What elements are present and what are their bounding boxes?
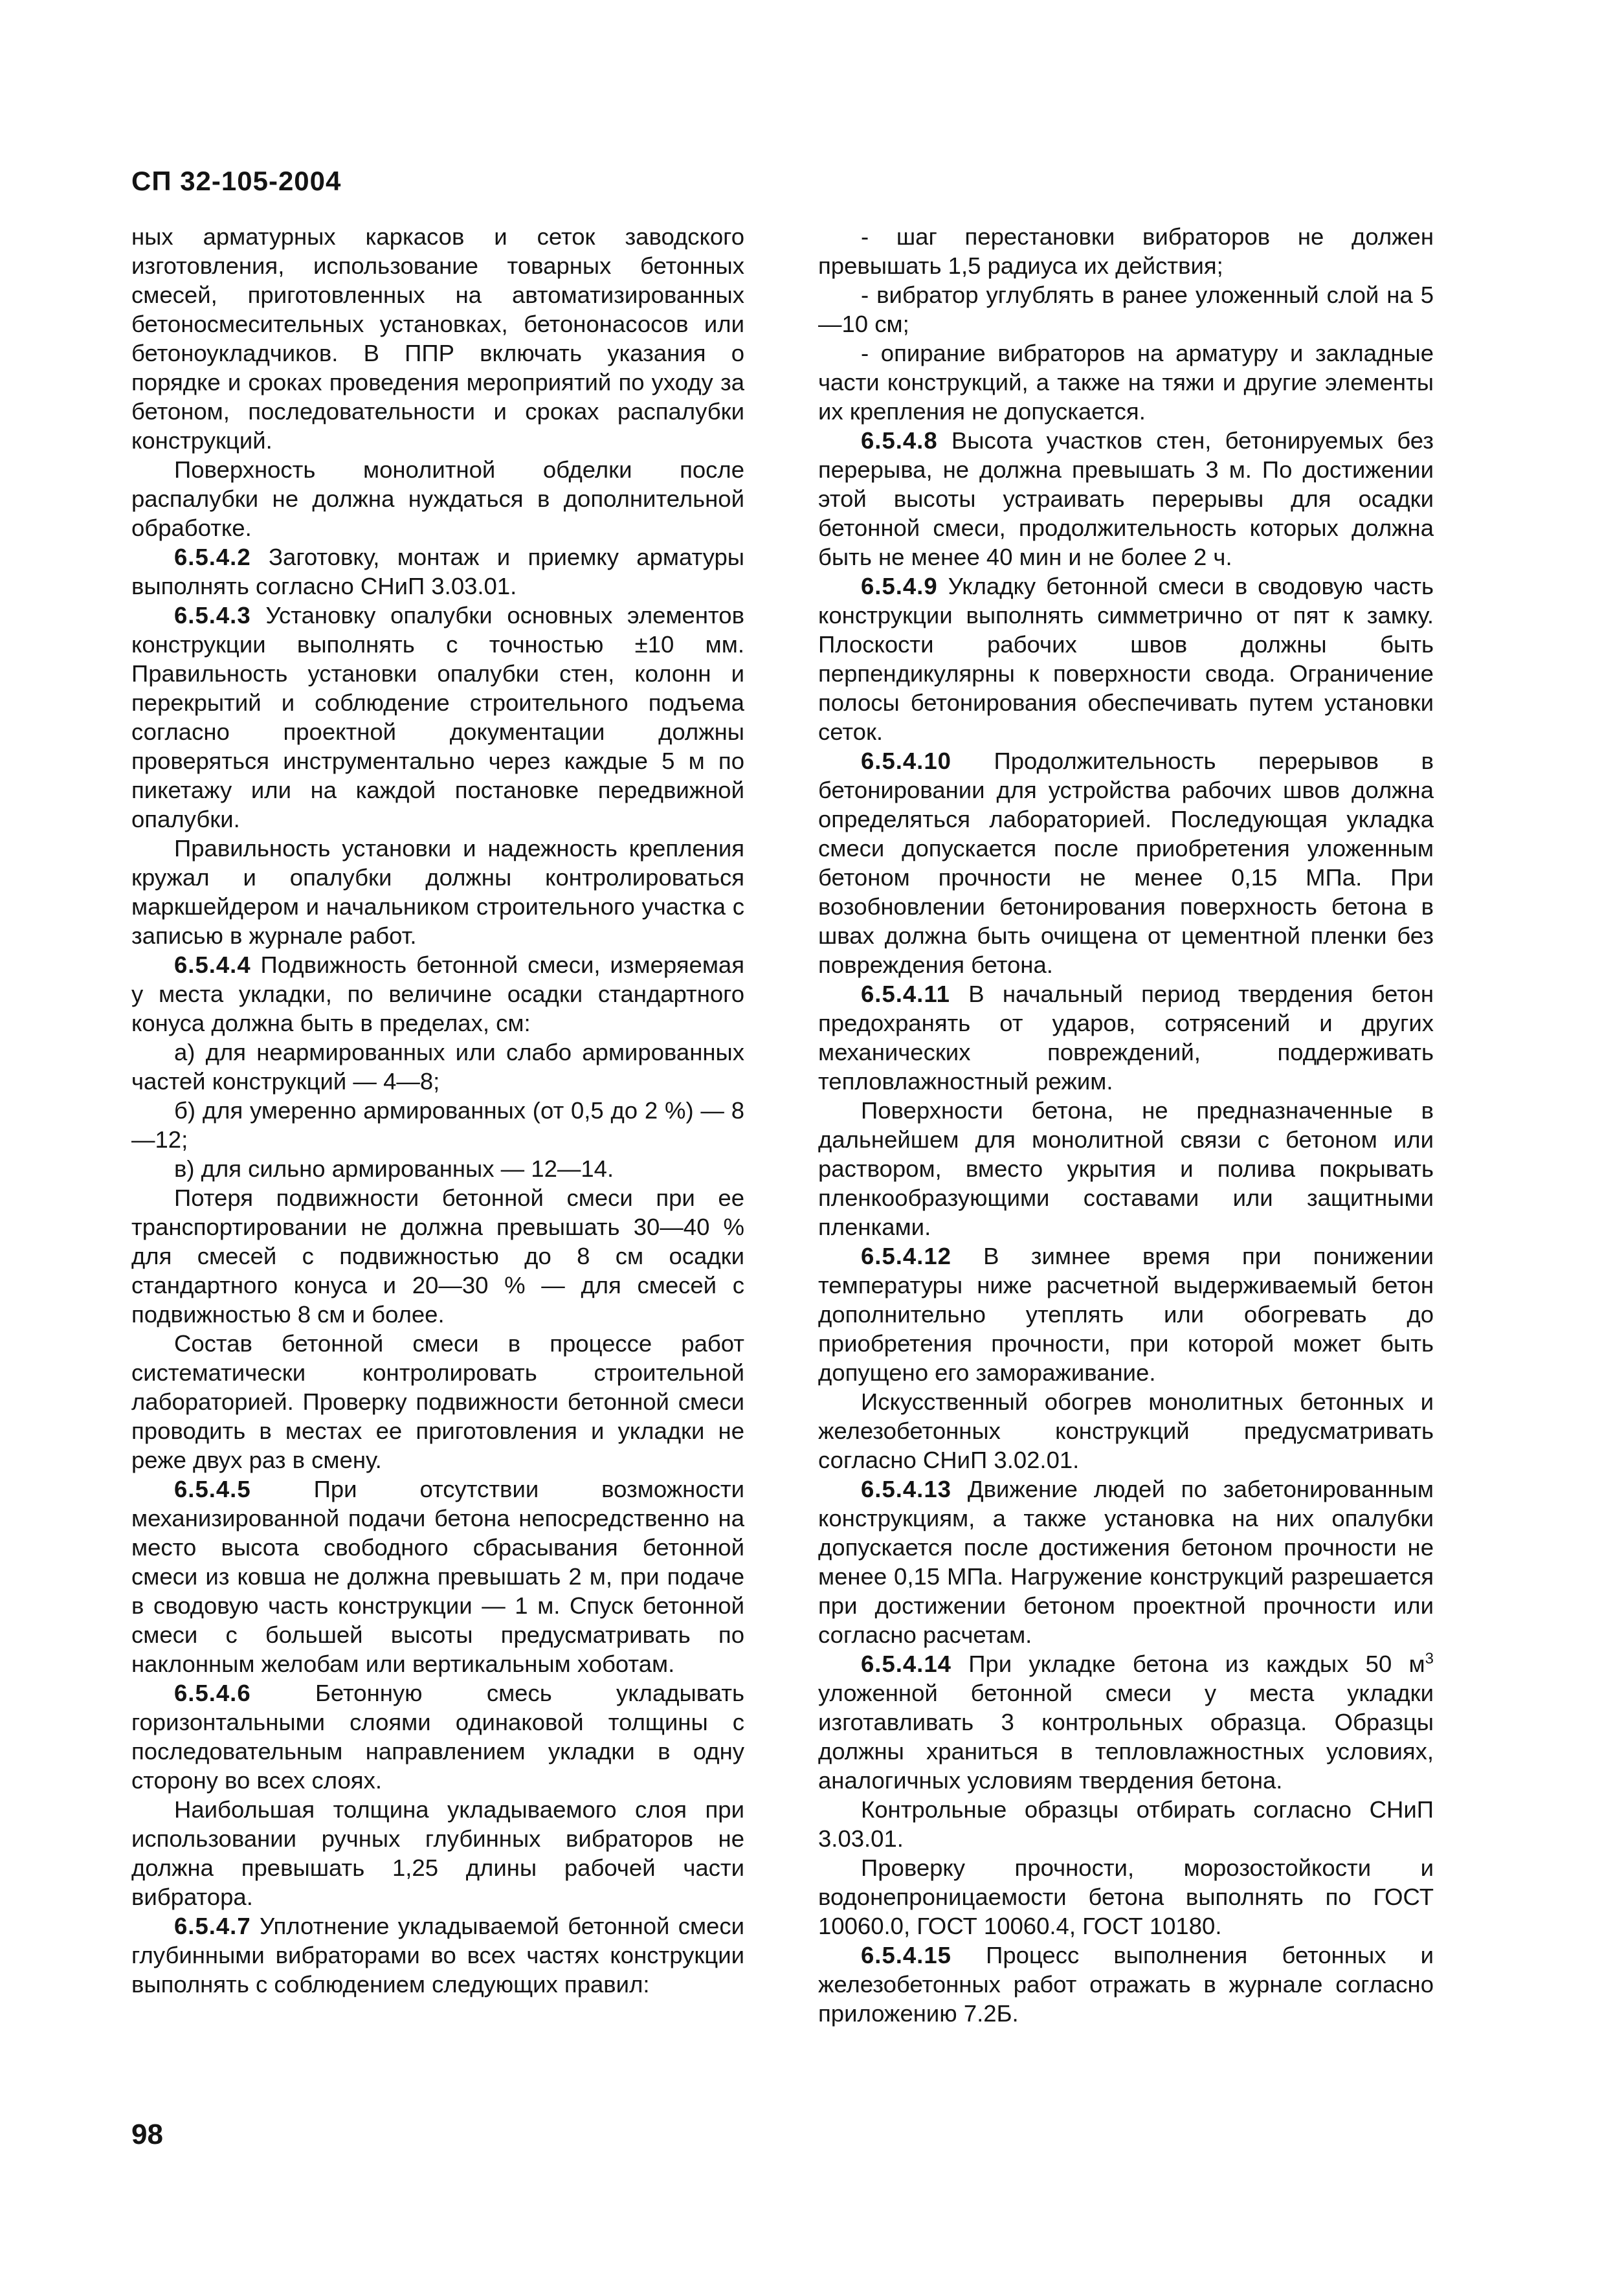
clause-paragraph [818, 1649, 1434, 1795]
paragraph-text: в) для сильно армированных — 12—14. [174, 1155, 614, 1182]
paragraph-text: При укладке бетона из каждых 50 м [968, 1651, 1425, 1677]
paragraph-text: В начальный период твердения бетон предохранять от ударов, сотрясений и других механических повреждений, поддерживать тепловлажностный режим. [818, 981, 1434, 1095]
clause-number: 6.5.4.5 [174, 1476, 251, 1502]
clause-number: 6.5.4.2 [174, 544, 251, 570]
paragraph-text: а) для неармированных или слабо армированных частей конструкций — 4—8; [131, 1039, 744, 1095]
paragraph-text: Продолжительность перерывов в бетонировании для устройства рабочих швов должна определяться лабораторией. Последующая укладка смеси допускается после приобретения уложенным бетоном прочности не менее 0,15 МПа. При возобновлении бетонирования поверхность бетона в швах должна быть очищена от цементной пленки без повреждения бетона. [818, 748, 1434, 978]
paragraph [818, 1853, 1434, 1941]
paragraph [131, 222, 744, 455]
paragraph-text-continued: уложенной бетонной смеси у места укладки изготавливать 3 контрольных образца. Образцы должны храниться в тепловлажностных условиях, аналогичных условиям твердения бетона. [818, 1680, 1434, 1794]
clause-paragraph [131, 1911, 744, 1999]
paragraph-text: Бетонную смесь укладывать горизонтальными слоями одинаковой толщины с последовательным направлением укладки в одну сторону во всех слоях. [131, 1680, 744, 1794]
clause-number: 6.5.4.6 [174, 1680, 251, 1706]
clause-paragraph [131, 601, 744, 834]
clause-number: 6.5.4.13 [861, 1476, 951, 1502]
clause-paragraph [818, 1242, 1434, 1387]
clause-paragraph [818, 746, 1434, 979]
clause-paragraph [818, 426, 1434, 572]
clause-number: 6.5.4.8 [861, 427, 938, 454]
paragraph [818, 1387, 1434, 1475]
clause-paragraph [818, 1475, 1434, 1649]
paragraph [131, 1183, 744, 1329]
clause-paragraph [131, 542, 744, 601]
left-text-column [131, 222, 744, 1999]
clause-paragraph [818, 572, 1434, 746]
paragraph-text: б) для умеренно армированных (от 0,5 до 2 %) — 8—12; [131, 1097, 744, 1153]
clause-number: 6.5.4.3 [174, 602, 251, 629]
clause-paragraph [818, 1941, 1434, 2028]
paragraph-text: Поверхности бетона, не предназначенные в дальнейшем для монолитной связи с бетоном или раствором, вместо укрытия и полива покрывать пленкообразующими составами или защитными пленками. [818, 1097, 1434, 1240]
paragraph-text: Подвижность бетонной смеси, измеряемая у места укладки, по величине осадки стандартного конуса должна быть в пределах, см: [131, 952, 744, 1036]
clause-paragraph [131, 1678, 744, 1795]
paragraph-text: Движение людей по забетонированным конструкциям, а также установка на них опалубки допускается после достижения бетоном прочности не менее 0,15 МПа. Нагружение конструкций разрешается при достижении бетоном проектной прочности или согласно расчетам. [818, 1476, 1434, 1648]
clause-paragraph [131, 1475, 744, 1678]
paragraph-text: Контрольные образцы отбирать согласно СНиП 3.03.01. [818, 1796, 1434, 1852]
list-item [818, 222, 1434, 280]
paragraph-text: В зимнее время при понижении температуры ниже расчетной выдерживаемый бетон дополнительно утеплять или обогревать до приобретения прочности, при которой может быть допущено его замораживание. [818, 1243, 1434, 1386]
list-item [131, 1154, 744, 1183]
paragraph-text: - опирание вибраторов на арматуру и закладные части конструкций, а также на тяжи и другие элементы их крепления не допускается. [818, 340, 1434, 425]
paragraph-text: Установку опалубки основных элементов конструкции выполнять с точностью ±10 мм. Правильность установки опалубки стен, колонн и перекрытий и соблюдение строительного подъема согласно проектной документации должны проверяться инструментально через каждые 5 м по пикетажу или на каждой постановке передвижной опалубки. [131, 602, 744, 832]
paragraph-text: Искусственный обогрев монолитных бетонных и железобетонных конструкций предусматривать согласно СНиП 3.02.01. [818, 1388, 1434, 1473]
paragraph [131, 834, 744, 950]
paragraph-text: Процесс выполнения бетонных и железобетонных работ отражать в журнале согласно приложению 7.2Б. [818, 1942, 1434, 2027]
page-number: 98 [131, 2119, 163, 2150]
paragraph-text: Поверхность монолитной обделки после распалубки не должна нуждаться в дополнительной обработке. [131, 456, 744, 541]
clause-paragraph [131, 950, 744, 1038]
clause-number: 6.5.4.10 [861, 748, 951, 774]
paragraph-text: Уплотнение укладываемой бетонной смеси глубинными вибраторами во всех частях конструкции выполнять с соблюдением следующих правил: [131, 1913, 744, 1998]
paragraph [818, 1795, 1434, 1853]
right-text-column [818, 222, 1434, 2028]
paragraph [131, 1795, 744, 1911]
paragraph-text: Заготовку, монтаж и приемку арматуры выполнять согласно СНиП 3.03.01. [131, 544, 744, 599]
paragraph-text: Наибольшая толщина укладываемого слоя при использовании ручных глубинных вибраторов не должна превышать 1,25 длины рабочей части вибратора. [131, 1796, 744, 1910]
clause-number: 6.5.4.4 [174, 952, 251, 978]
paragraph-text: Правильность установки и надежность крепления кружал и опалубки должны контролироваться маркшейдером и начальником строительного участка с записью в журнале работ. [131, 835, 744, 949]
list-item [131, 1038, 744, 1096]
paragraph [131, 1329, 744, 1475]
list-item [131, 1096, 744, 1154]
clause-number: 6.5.4.7 [174, 1913, 251, 1939]
paragraph-text: Состав бетонной смеси в процессе работ систематически контролировать строительной лабораторией. Проверку подвижности бетонной смеси проводить в местах ее приготовления и укладки не реже двух раз в смену. [131, 1330, 744, 1473]
superscript: 3 [1425, 1649, 1434, 1667]
paragraph-text: - вибратор углублять в ранее уложенный слой на 5—10 см; [818, 282, 1434, 337]
clause-number: 6.5.4.11 [861, 981, 950, 1007]
document-code-header: СП 32-105-2004 [131, 166, 342, 196]
paragraph-text: Проверку прочности, морозостойкости и водонепроницаемости бетона выполнять по ГОСТ 10060.0, ГОСТ 10060.4, ГОСТ 10180. [818, 1854, 1434, 1939]
paragraph-text: Укладку бетонной смеси в сводовую часть конструкции выполнять симметрично от пят к замку. Плоскости рабочих швов должны быть перпендикулярны к поверхности свода. Ограничение полосы бетонирования обеспечивать путем установки сеток. [818, 573, 1434, 745]
list-item [818, 280, 1434, 339]
paragraph [131, 455, 744, 542]
paragraph-text: Высота участков стен, бетонируемых без перерыва, не должна превышать 3 м. По достижении этой высоты устраивать перерывы для осадки бетонной смеси, продолжительность которых должна быть не менее 40 мин и не более 2 ч. [818, 427, 1434, 570]
clause-number: 6.5.4.15 [861, 1942, 951, 1968]
clause-number: 6.5.4.14 [861, 1651, 951, 1677]
clause-number: 6.5.4.9 [861, 573, 938, 599]
list-item [818, 339, 1434, 426]
paragraph-text: Потеря подвижности бетонной смеси при ее транспортировании не должна превышать 30—40 % для смесей с подвижностью до 8 см осадки стандартного конуса и 20—30 % — для смесей с подвижностью 8 см и более. [131, 1185, 744, 1328]
paragraph-text: ных арматурных каркасов и сеток заводского изготовления, использование товарных бетонных смесей, приготовленных на автоматизированных бетоносмесительных установках, бетононасосов или бетоноукладчиков. В ППР включать указания о порядке и сроках проведения мероприятий по уходу за бетоном, последовательности и сроках распалубки конструкций. [131, 223, 744, 454]
paragraph-text: - шаг перестановки вибраторов не должен превышать 1,5 радиуса их действия; [818, 223, 1434, 279]
clause-paragraph [818, 979, 1434, 1096]
paragraph-text: При отсутствии возможности механизированной подачи бетона непосредственно на место высота свободного сбрасывания бетонной смеси из ковша не должна превышать 2 м, при подаче в сводовую часть конструкции — 1 м. Спуск бетонной смеси с большей высоты предусматривать по наклонным желобам или вертикальным хоботам. [131, 1476, 744, 1677]
clause-number: 6.5.4.12 [861, 1243, 951, 1269]
paragraph [818, 1096, 1434, 1242]
